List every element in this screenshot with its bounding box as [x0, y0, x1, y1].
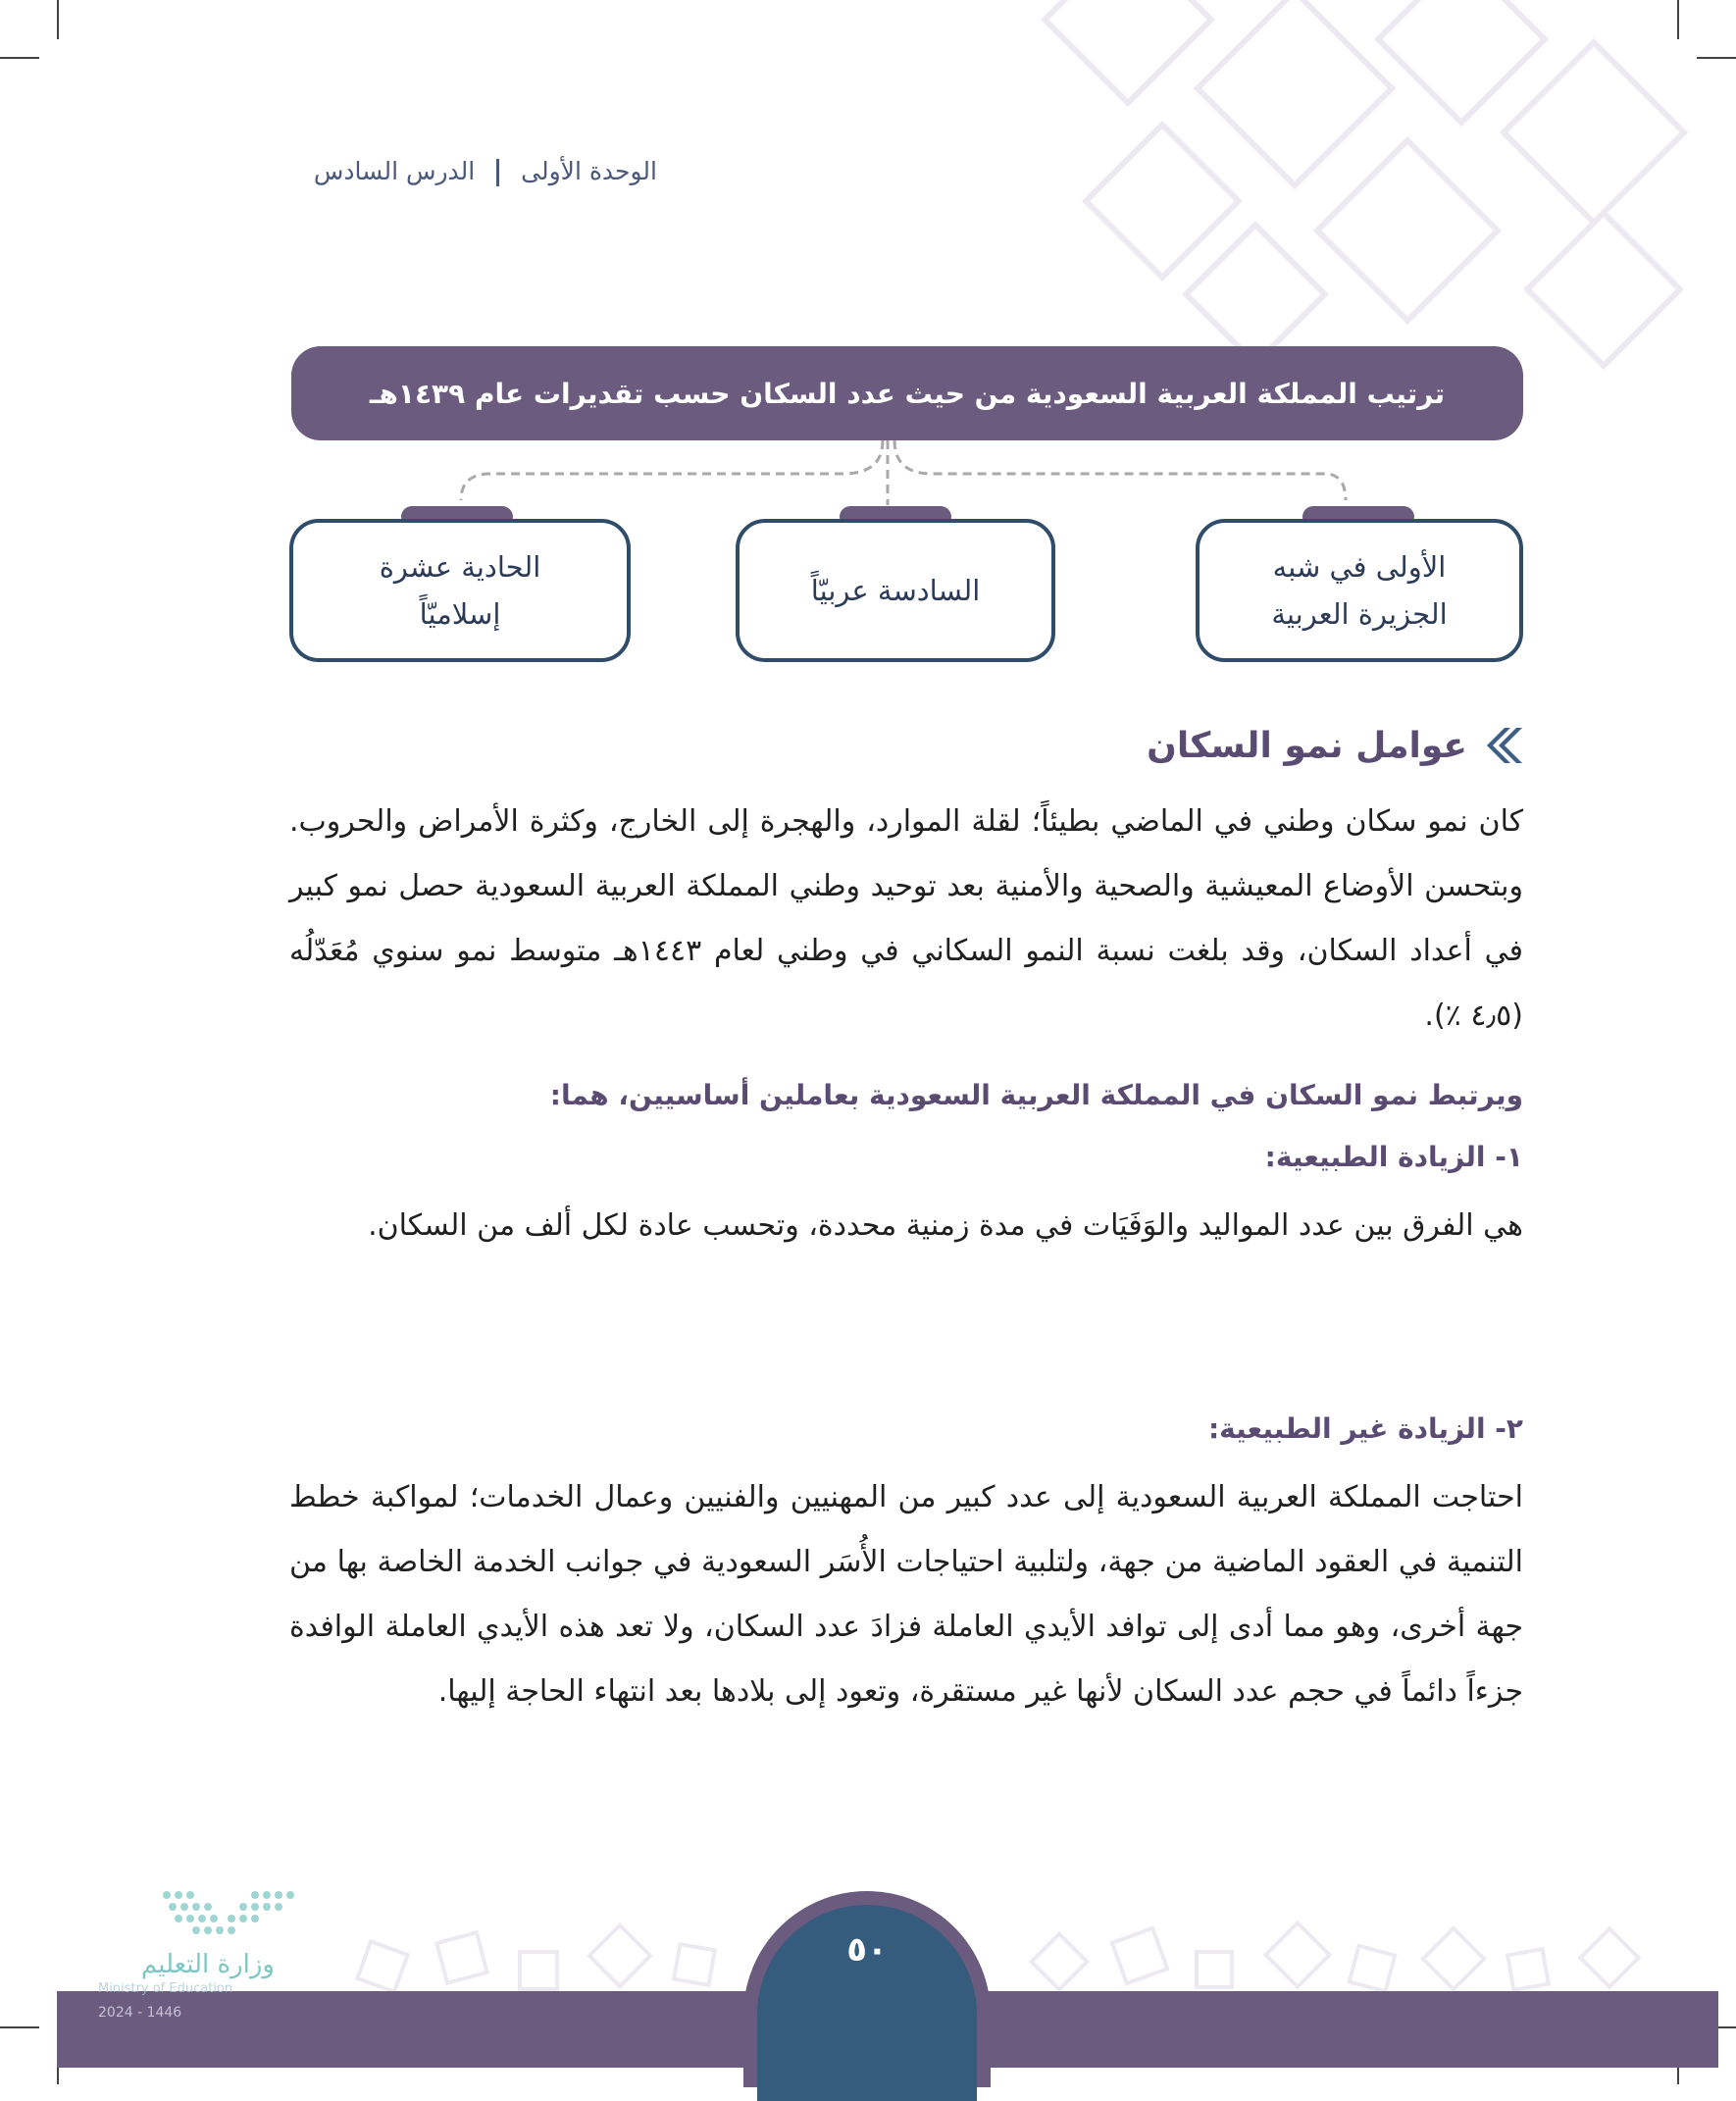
box-line: الجزيرة العربية	[1271, 597, 1448, 631]
ranking-box-islamic	[289, 519, 631, 662]
factor2-title: ٢- الزيادة غير الطبيعية:	[1207, 1412, 1523, 1445]
ministry-name-en: Ministry of Education	[98, 1981, 233, 1996]
ranking-box-peninsula	[1196, 519, 1523, 662]
factor2-paragraph: احتاجت المملكة العربية السعودية إلى عدد كبير من المهنيين والفنيين وعمال الخدمات؛ لمواكبة خطط التنمية في العقود الماضية من جهة، ولتلبية احتياجات الأُسَر السعودية في جوانب الخدمة الخاصة بها من جهة أخرى، وهو مما أدى إلى توافد الأيدي العاملة فزادَ عدد السكان، ولا تعد هذه الأيدي العاملة الوافدة جزءاً دائماً في حجم عدد السكان لأنها غير مستقرة، وتعود إلى بلادها بعد انتهاء الحاجة إليها.	[289, 1480, 1523, 1709]
unit-label: الوحدة الأولى	[521, 157, 657, 185]
box-line: الحادية عشرة	[379, 550, 541, 584]
diagram-connectors	[0, 0, 1736, 549]
intro-paragraph: كان نمو سكان وطني في الماضي بطيئاً؛ لقلة الموارد، والهجرة إلى الخارج، وكثرة الأمراض والحروب. وبتحسن الأوضاع المعيشية والصحية والأمنية بعد توحيد وطني المملكة العربية السعودية حصل نمو كبير في أعداد السكان، وقد بلغت نسبة النمو السكاني في وطني لعام ١٤٤٣هـ متوسط نمو سنوي مُعَدّلُه (٤٫٥ ٪).	[289, 804, 1523, 1033]
double-chevron-icon	[1479, 724, 1522, 767]
section-title: عوامل نمو السكان	[1147, 725, 1467, 766]
box-line: السادسة عربيّاً	[810, 574, 981, 607]
lesson-label: الدرس السادس	[313, 157, 476, 185]
edition-year: 2024 - 1446	[98, 2005, 182, 2021]
ranking-title: ترتيب المملكة العربية السعودية من حيث عدد السكان حسب تقديرات عام ١٤٣٩هـ	[369, 377, 1446, 410]
ranking-box-arab	[736, 519, 1055, 662]
section-heading	[1147, 716, 1522, 775]
ministry-name: وزارة التعليم	[140, 1950, 275, 1979]
factors-lead: ويرتبط نمو السكان في المملكة العربية السعودية بعاملين أساسيين، هما:	[549, 1079, 1523, 1111]
box-line: إسلاميّاً	[419, 597, 501, 631]
page-number: ٥٠	[846, 1930, 888, 1970]
factor1-title: ١- الزيادة الطبيعية:	[1264, 1141, 1523, 1173]
factor1-paragraph: هي الفرق بين عدد المواليد والوَفَيَات في مدة زمنية محددة، وتحسب عادة لكل ألف من السكان.	[368, 1208, 1523, 1243]
box-line: الأولى في شبه	[1272, 550, 1447, 584]
